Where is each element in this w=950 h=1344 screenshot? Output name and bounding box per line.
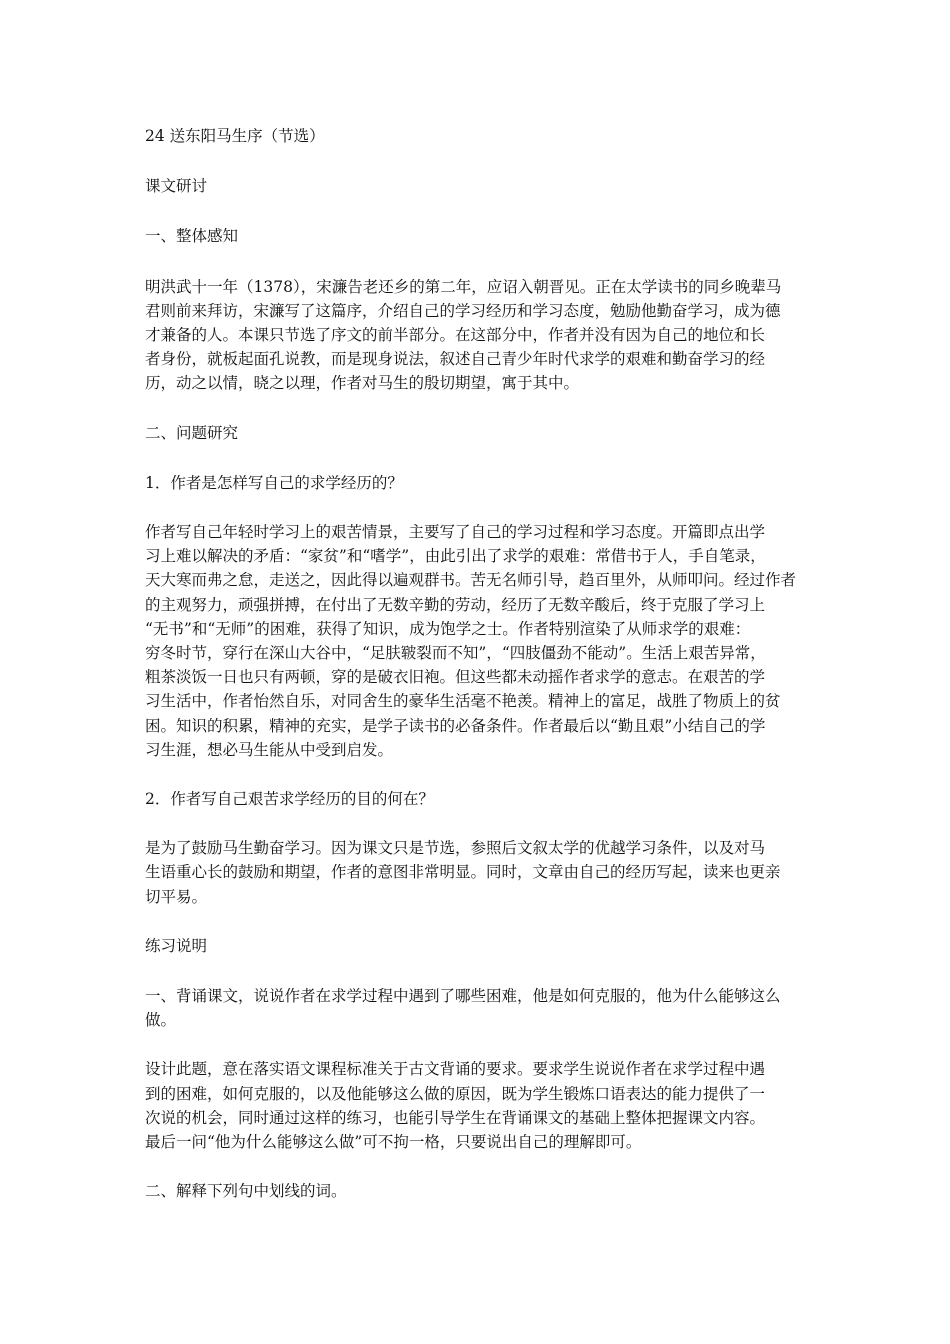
question-1: 1．作者是怎样写自己的求学经历的？ [145, 473, 403, 492]
section-heading-exercises: 练习说明 [145, 936, 208, 955]
document-title: 24 送东阳马生序（节选） [145, 127, 325, 145]
paragraph-overview: 明洪武十一年（1378），宋濂告老还乡的第二年，应诏入朝晋见。正在太学读书的同乡晚辈马 君则前来拜访，宋濂写了这篇序，介绍自己的学习经历和学习态度，勉励他勤奋学习，成为德 才兼备的人。本课只节选了序文的前半部分。在这部分中，作者并没有因为自己的地位和长 者身份，就板起面孔说教，而是现身说法，叙述自己青少年时代求学的艰难和勤奋学习的经 历，动之以情，晓之以理，作者对马生的殷切期望，寓于其中。 [145, 277, 782, 393]
exercise-1-note: 设计此题，意在落实语文课程标准关于古文背诵的要求。要求学生说说作者在求学过程中遇 到的困难，如何克服的，以及他能够这么做的原因，既为学生锻炼口语表达的能力提供了一 次说的机会，同时通过这样的练习，也能引导学生在背诵课文的基础上整体把握课文内容。 最后一问“他为什么能够这么做”可不拘一格，只要说出自己的理解即可。 [145, 1060, 766, 1152]
answer-1: 作者写自己年轻时学习上的艰苦情景，主要写了自己的学习过程和学习态度。开篇即点出学 习上难以解决的矛盾：“家贫”和“嗜学”，由此引出了求学的艰难：常借书于人，手自笔录， 天大寒而弗之怠，走送之，因此得以遍观群书。苦无名师引导，趋百里外，从师叩问。经过作者 的主观努力，顽强拼搏，在付出了无数辛勤的劳动，经历了无数辛酸后，终于克服了学习上 “无书”和“无师”的困难，获得了知识，成为饱学之士。作者特别渲染了从师求学的艰难： 穷冬时节，穿行在深山大谷中，“足肤皲裂而不知”，“四肢僵劲不能动”。生活上艰苦异常， 粗茶淡饭一日也只有两顿，穿的是破衣旧袍。但这些都未动摇作者求学的意志。在艰苦的学 习生活中，作者怡然自乐，对同舍生的豪华生活毫不艳羡。精神上的富足，战胜了物质上的贫 困。知识的积累，精神的充实，是学子读书的必备条件。作者最后以“勤且艰”小结自己的学 习生涯，想必马生能从中受到启发。 [145, 523, 797, 759]
subheading-question-research: 二、问题研究 [145, 423, 239, 442]
question-2: 2．作者写自己艰苦求学经历的目的何在？ [145, 790, 434, 809]
subheading-overall-perception: 一、整体感知 [145, 227, 239, 246]
document-page [145, 124, 810, 1229]
exercise-2: 二、解释下列句中划线的词。 [145, 1182, 347, 1201]
exercise-1: 一、背诵课文，说说作者在求学过程中遇到了哪些困难，他是如何克服的，他为什么能够这么 做。 [145, 987, 781, 1030]
section-heading-study: 课文研讨 [145, 177, 208, 196]
answer-2: 是为了鼓励马生勤奋学习。因为课文只是节选，参照后文叙太学的优越学习条件，以及对马 生语重心长的鼓励和期望，作者的意图非常明显。同时，文章由自己的经历写起，读来也更亲 切平易。 [145, 839, 781, 906]
